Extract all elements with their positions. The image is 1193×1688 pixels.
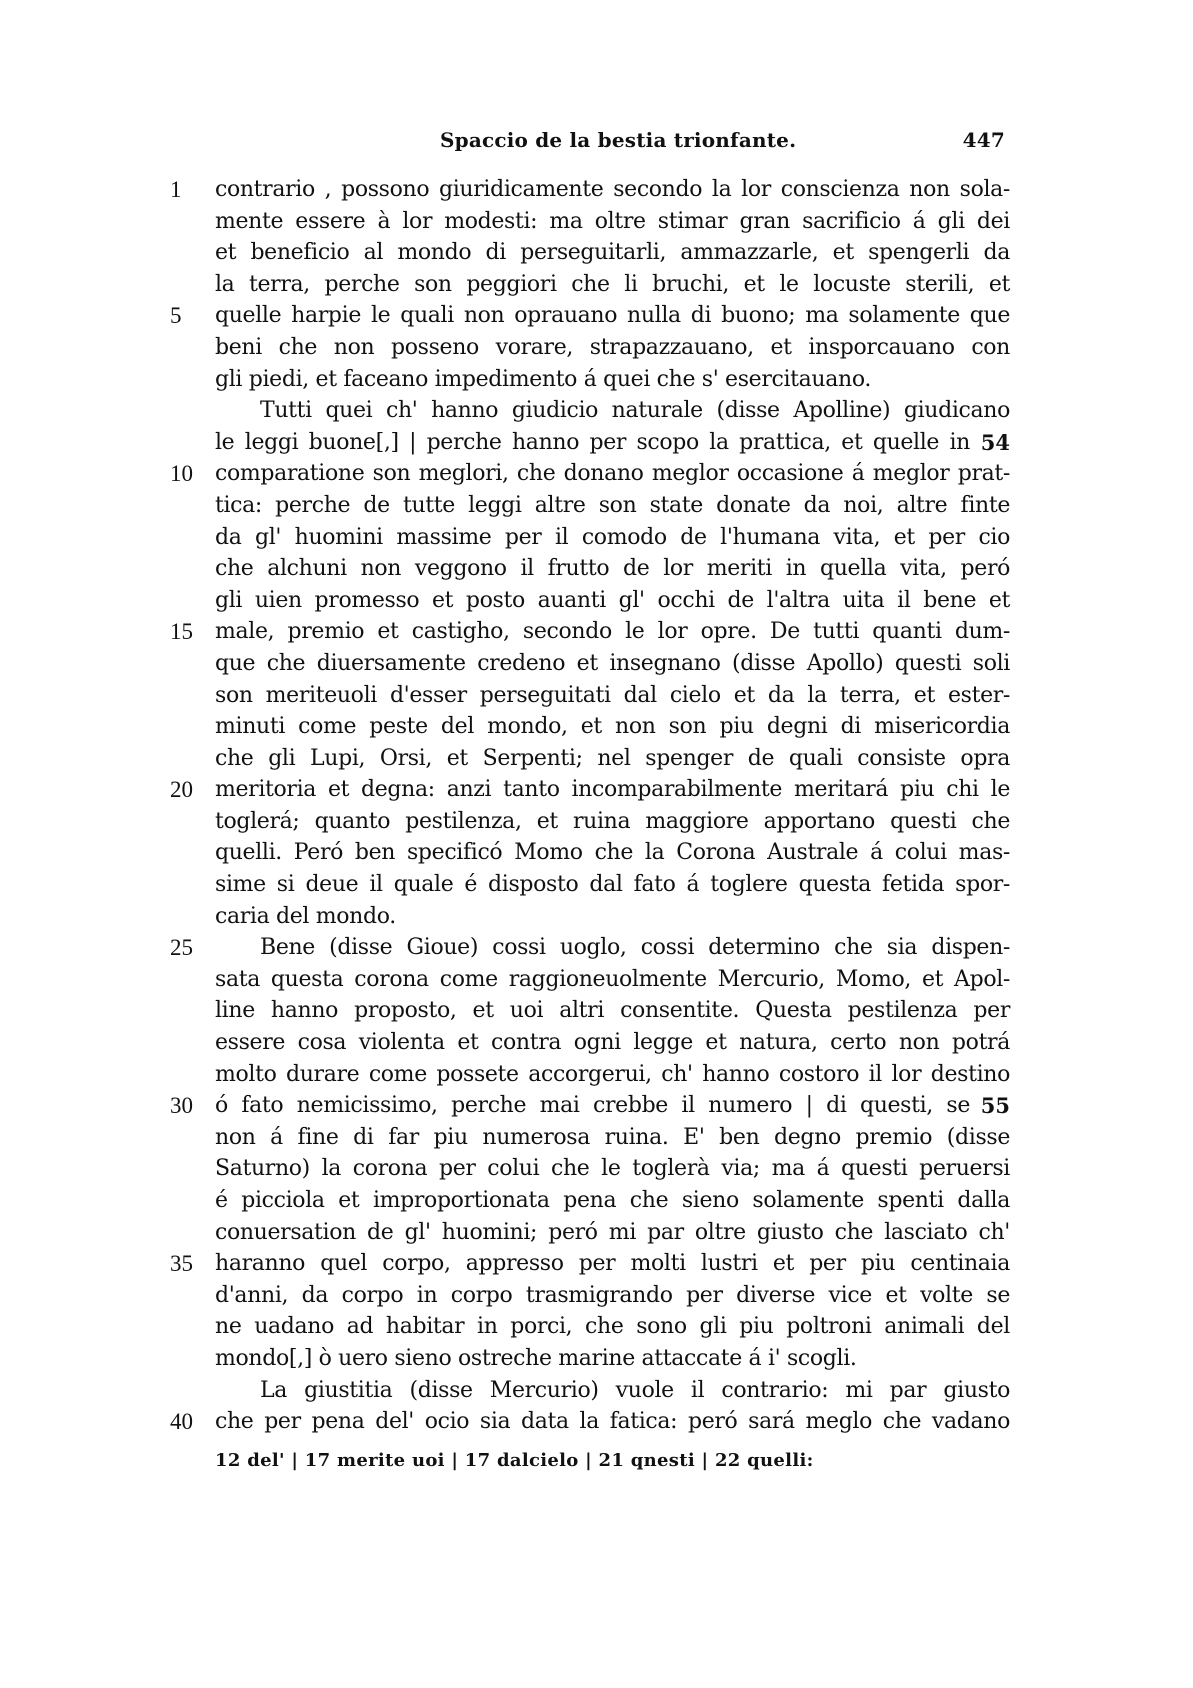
text-line bbox=[170, 1375, 1010, 1407]
line-number: 25 bbox=[170, 935, 193, 961]
line-text: Bene (disse Gioue) cossi uoglo, cossi determino che sia dispen- bbox=[260, 935, 1010, 961]
line-text: mente essere à lor modesti: ma oltre stimar gran sacrificio á gli dei bbox=[215, 208, 1010, 234]
text-line bbox=[170, 648, 1010, 680]
line-text: gli piedi, et faceano impedimento á quei che s' esercitauano. bbox=[215, 366, 871, 392]
text-line bbox=[170, 364, 1010, 396]
line-text: minuti come peste del mondo, et non son piu degni di misericordia bbox=[215, 714, 1010, 740]
line-text: che per pena del' ocio sia data la fatica: peró sará meglo che vadano bbox=[215, 1409, 1010, 1435]
text-line bbox=[170, 616, 1010, 648]
line-text: Saturno) la corona per colui che le toglerà via; ma á questi peruersi bbox=[215, 1156, 1010, 1182]
text-line bbox=[170, 332, 1010, 364]
text-line bbox=[170, 522, 1010, 554]
line-text: da gl' huomini massime per il comodo de l'humana vita, et per cio bbox=[215, 524, 1010, 550]
line-text: tica: perche de tutte leggi altre son state donate da noi, altre finte bbox=[215, 492, 1010, 518]
text-line bbox=[170, 680, 1010, 712]
text-line bbox=[170, 585, 1010, 617]
page-number: 447 bbox=[962, 128, 1005, 152]
text-line bbox=[170, 1059, 1010, 1091]
text-line bbox=[170, 1311, 1010, 1343]
text-line bbox=[170, 427, 1010, 459]
text-line bbox=[170, 901, 1010, 933]
line-text: sata questa corona come raggioneuolmente Mercurio, Momo, et Apol- bbox=[215, 966, 1010, 992]
text-line bbox=[170, 1248, 1010, 1280]
line-text: haranno quel corpo, appresso per molti lustri et per piu centinaia bbox=[215, 1251, 1010, 1277]
line-number: 5 bbox=[170, 303, 182, 329]
line-text: quelle harpie le quali non oprauano nulla di buono; ma solamente que bbox=[215, 303, 1010, 329]
line-text: che gli Lupi, Orsi, et Serpenti; nel spenger de quali consiste opra bbox=[215, 745, 1010, 771]
text-line bbox=[170, 837, 1010, 869]
text-line bbox=[170, 206, 1010, 238]
text-line bbox=[170, 1090, 1010, 1122]
text-line bbox=[170, 995, 1010, 1027]
text-line bbox=[170, 1185, 1010, 1217]
line-text: gli uien promesso et posto auanti gl' occhi de l'altra uita il bene et bbox=[215, 587, 1010, 613]
line-text: son meriteuoli d'esser perseguitati dal cielo et da la terra, et ester- bbox=[215, 682, 1010, 708]
line-text: comparatione son meglori, che donano meglor occasione á meglor prat- bbox=[215, 461, 1010, 487]
line-text: Tutti quei ch' hanno giudicio naturale (disse Apolline) giudicano bbox=[260, 398, 1010, 424]
line-number: 30 bbox=[170, 1093, 193, 1119]
line-text: essere cosa violenta et contra ogni legge et natura, certo non potrá bbox=[215, 1030, 1010, 1056]
text-line bbox=[170, 1343, 1010, 1375]
line-number: 35 bbox=[170, 1251, 193, 1277]
line-text: le leggi buone[,] | perche hanno per scopo la prattica, et quelle in bbox=[215, 429, 970, 455]
line-text: que che diuersamente credeno et insegnano (disse Apollo) questi soli bbox=[215, 650, 1010, 676]
text-line bbox=[170, 553, 1010, 585]
line-number: 1 bbox=[170, 177, 182, 202]
text-line bbox=[170, 300, 1010, 332]
header-title: Spaccio de la bestia trionfante. bbox=[440, 128, 797, 152]
text-line bbox=[170, 743, 1010, 775]
text-line bbox=[170, 1280, 1010, 1312]
text-line bbox=[170, 395, 1010, 427]
text-line bbox=[170, 1406, 1010, 1438]
body-text bbox=[170, 174, 1010, 1438]
line-text: d'anni, da corpo in corpo trasmigrando per diverse vice et volte se bbox=[215, 1282, 1010, 1308]
text-line bbox=[170, 490, 1010, 522]
line-text: beni che non posseno vorare, strapazzauano, et insporcauano con bbox=[215, 334, 1010, 360]
line-text: caria del mondo. bbox=[215, 903, 396, 929]
line-text: et beneficio al mondo di perseguitarli, ammazzarle, et spengerli da bbox=[215, 240, 1010, 266]
text-line bbox=[170, 774, 1010, 806]
line-text: contrario , possono giuridicamente secondo la lor conscienza non sola- bbox=[215, 177, 1010, 202]
text-line bbox=[170, 932, 1010, 964]
line-number: 20 bbox=[170, 777, 193, 803]
text-line bbox=[170, 458, 1010, 490]
line-text: ó fato nemicissimo, perche mai crebbe il numero | di questi, se bbox=[215, 1093, 970, 1119]
line-text: ne uadano ad habitar in porci, che sono gli piu poltroni animali del bbox=[215, 1314, 1010, 1340]
text-line bbox=[170, 237, 1010, 269]
text-line bbox=[170, 711, 1010, 743]
text-line bbox=[170, 174, 1010, 206]
line-text: meritoria et degna: anzi tanto incomparabilmente meritará piu chi le bbox=[215, 777, 1010, 803]
line-text: molto durare come possete accorgerui, ch' hanno costoro il lor destino bbox=[215, 1061, 1010, 1087]
text-line bbox=[170, 869, 1010, 901]
line-text: non á fine di far piu numerosa ruina. E' ben degno premio (disse bbox=[215, 1124, 1010, 1150]
text-line bbox=[170, 1217, 1010, 1249]
text-line bbox=[170, 806, 1010, 838]
line-text: conuersation de gl' huomini; peró mi par oltre giusto che lasciato ch' bbox=[215, 1219, 1010, 1245]
margin-reference: 54 bbox=[980, 429, 1010, 455]
text-line bbox=[170, 269, 1010, 301]
line-text: la terra, perche son peggiori che li bruchi, et le locuste sterili, et bbox=[215, 271, 1010, 297]
text-line bbox=[170, 964, 1010, 996]
margin-reference: 55 bbox=[980, 1093, 1010, 1119]
line-text: sime si deue il quale é disposto dal fato á toglere questa fetida spor- bbox=[215, 872, 1010, 898]
text-line bbox=[170, 1153, 1010, 1185]
line-text: line hanno proposto, et uoi altri consentite. Questa pestilenza per bbox=[215, 998, 1010, 1024]
line-text: male, premio et castigho, secondo le lor opre. De tutti quanti dum- bbox=[215, 619, 1010, 645]
line-number: 40 bbox=[170, 1409, 193, 1435]
line-number: 10 bbox=[170, 461, 193, 487]
text-line bbox=[170, 1122, 1010, 1154]
line-text: quelli. Peró ben specificó Momo che la Corona Australe á colui mas- bbox=[215, 840, 1010, 866]
line-number: 15 bbox=[170, 619, 193, 645]
line-text: La giustitia (disse Mercurio) vuole il contrario: mi par giusto bbox=[260, 1377, 1010, 1403]
line-text: mondo[,] ò uero sieno ostreche marine attaccate á i' scogli. bbox=[215, 1345, 857, 1371]
line-text: é picciola et improportionata pena che sieno solamente spenti dalla bbox=[215, 1188, 1010, 1213]
running-header bbox=[440, 128, 1005, 152]
footnote-apparatus: 12 del' | 17 merite uoi | 17 dalcielo | 21 qnesti | 22 quelli: bbox=[215, 1450, 814, 1471]
line-text: che alchuni non veggono il frutto de lor meriti in quella vita, peró bbox=[215, 556, 1010, 582]
line-text: toglerá; quanto pestilenza, et ruina maggiore apportano questi che bbox=[215, 808, 1010, 834]
text-line bbox=[170, 1027, 1010, 1059]
